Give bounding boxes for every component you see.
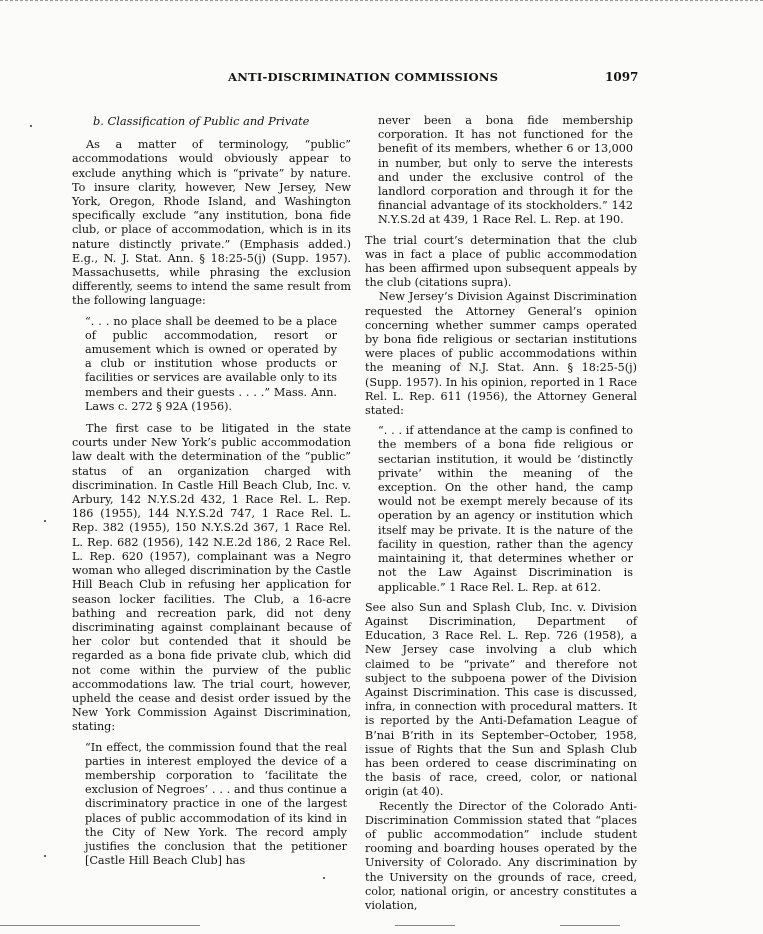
block-quote: “. . . if attendance at the camp is confined to the members of a bona fide religious or sectarian institution, it would be ‘distinctly private’ within the meaning of the exception. On the other hand, the camp would not be exempt merely because of its operation by an agency or institution which itself may be private. It is the nature of the facility in question, rather than the agency maintaining it, that determines whether or not the Law Against Discrimination is applicable.” 1 Race Rel. L. Rep. at 612. bbox=[378, 424, 633, 594]
scan-edge bbox=[0, 0, 763, 5]
page-number: 1097 bbox=[605, 70, 639, 84]
paragraph: See also Sun and Splash Club, Inc. v. Division Against Discrimination, Department of Education, 3 Race Rel. L. Rep. 726 (1958), a New Jersey case involving a club which claimed to be “private” and therefore not subject to the subpoena power of the Division Against Discrimination. This case is discussed, infra, in connection with procedural matters. It is reported by the Anti-Defamation League of B’nai B’rith in its September–October, 1958, issue of Rights that the Sun and Splash Club has been ordered to cease discriminating on the basis of race, creed, color, or national origin (at 40). bbox=[365, 600, 637, 799]
paragraph: As a matter of terminology, “public” accommodations would obviously appear to exclude anything which is “private” by nature. To insure clarity, however, New Jersey, New York, Oregon, Rhode Island, and Washington specifically exclude “any institution, bona fide club, or place of accommodation, which is in its nature distinctly private.” (Emphasis added.) E.g., N. J. Stat. Ann. § 18:25-5(j) (Supp. 1957). Massachusetts, while phrasing the exclusion differently, seems to intend the same result from the following language: bbox=[72, 138, 351, 308]
paragraph: The first case to be litigated in the state courts under New York’s public accommodation law dealt with the determination of the “public” status of an organization charged with discrimination. In Castle Hill Beach Club, Inc. v. Arbury, 142 N.Y.S.2d 432, 1 Race Rel. L. Rep. 186 (1955), 144 N.Y.S.2d 747, 1 Race Rel. L. Rep. 382 (1955), 150 N.Y.S.2d 367, 1 Race Rel. L. Rep. 682 (1956), 142 N.E.2d 186, 2 Race Rel. L. Rep. 620 (1957), complainant was a Negro woman who alleged discrimination by the Castle Hill Beach Club in refusing her application for season locker facilities. The Club, a 16-acre bathing and recreation park, did not deny discriminating against complainant because of her color but contended that it should be regarded as a bona fide private club, which did not come within the purview of the public accommodations law. The trial court, however, upheld the cease and desist order issued by the New York Commission Against Discrimination, stating: bbox=[72, 422, 351, 734]
paragraph: The trial court’s determination that the club was in fact a place of public accommodation has been affirmed upon subsequent appeals by the club (citations supra). bbox=[365, 233, 637, 290]
scan-edge bbox=[0, 925, 200, 926]
scan-speck bbox=[30, 125, 32, 127]
scan-edge bbox=[395, 925, 455, 926]
scan-speck bbox=[44, 520, 46, 522]
paragraph: New Jersey’s Division Against Discrimination requested the Attorney General’s opinion concerning whether summer camps operated by bona fide religious or sectarian institutions were places of public accommodations within the meaning of N.J. Stat. Ann. § 18:25-5(j) (Supp. 1957). In his opinion, reported in 1 Race Rel. L. Rep. 611 (1956), the Attorney General stated: bbox=[365, 290, 637, 418]
scan-speck bbox=[323, 877, 325, 879]
block-quote: “. . . no place shall be deemed to be a place of public accommodation, resort or amusement which is owned or operated by a club or institution whose products or facilities or services are available only to its members and their guests . . . .” Mass. Ann. Laws c. 272 § 92A (1956). bbox=[85, 314, 337, 413]
running-head: ANTI-DISCRIMINATION COMMISSIONS bbox=[228, 70, 499, 84]
scan-edge bbox=[560, 925, 620, 926]
block-quote-continued: never been a bona fide membership corporation. It has not functioned for the benefit of its members, whether 6 or 13,000 in number, but only to serve the interests and under the exclusive control of the landlord corporation and through it for the financial advantage of its stockholders.” 142 N.Y.S.2d at 439, 1 Race Rel. L. Rep. at 190. bbox=[378, 114, 633, 227]
paragraph: Recently the Director of the Colorado Anti-Discrimination Commission stated that “places of public accommodation” include student rooming and boarding houses operated by the University of Colorado. Any discrimination by the University on the grounds of race, creed, color, national origin, or ancestry constitutes a violation, bbox=[365, 799, 637, 912]
block-quote: “In effect, the commission found that the real parties in interest employed the device of a membership corporation to ‘facilitate the exclusion of Negroes’ . . . and thus continue a discriminatory practice in one of the largest places of public accommodation of its kind in the City of New York. The record amply justifies the conclusion that the petitioner [Castle Hill Beach Club] has bbox=[85, 740, 347, 868]
section-heading: b. Classification of Public and Private bbox=[93, 114, 310, 128]
right-column bbox=[365, 114, 637, 913]
scan-speck bbox=[44, 855, 46, 857]
left-column bbox=[72, 114, 351, 874]
